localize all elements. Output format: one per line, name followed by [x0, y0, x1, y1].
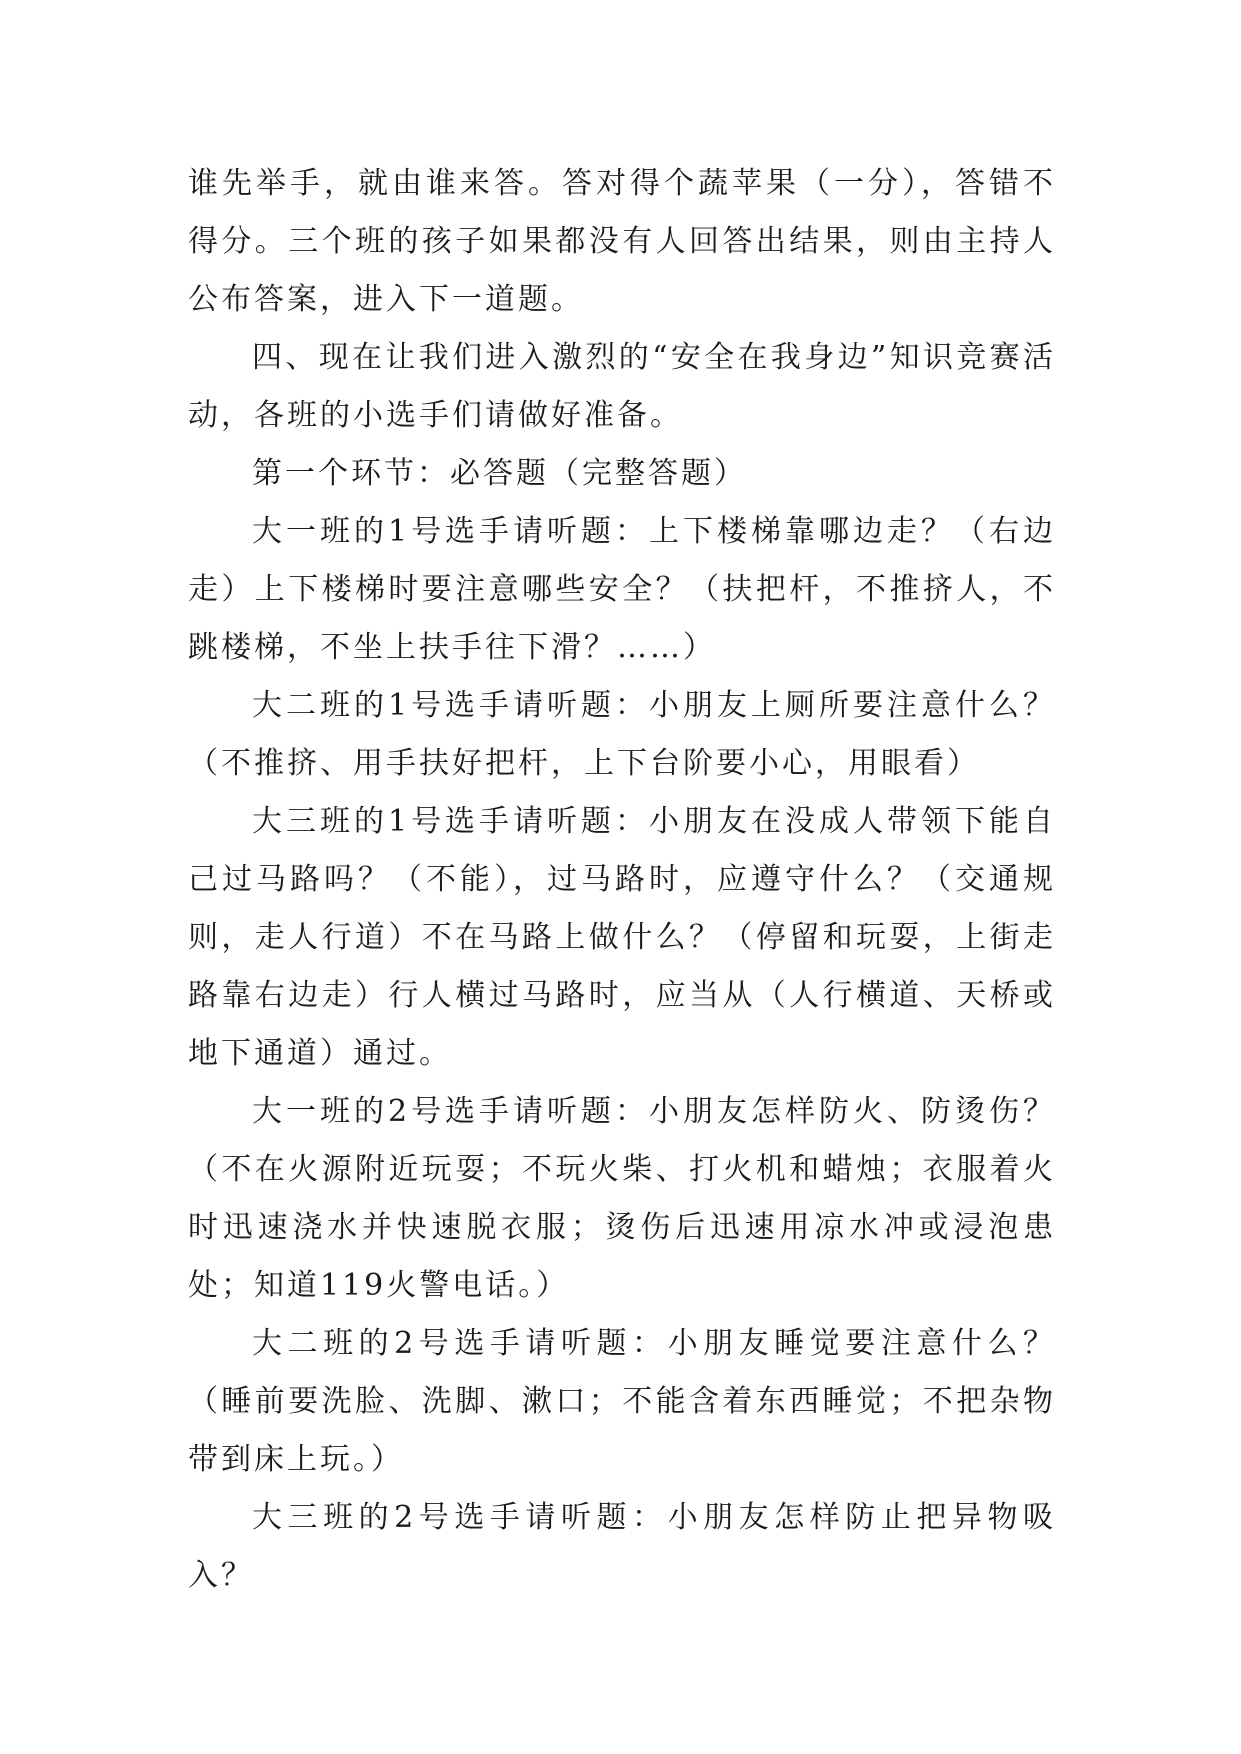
- paragraph-class3-q2: 大三班的2号选手请听题：小朋友怎样防止把异物吸入？: [188, 1500, 1056, 1593]
- paragraph-section-four: 四、现在让我们进入激烈的“安全在我身边”知识竞赛活动，各班的小选手们请做好准备。: [188, 340, 1056, 433]
- paragraph-class1-q1: 大一班的1号选手请听题：上下楼梯靠哪边走？（右边走）上下楼梯时要注意哪些安全？（扶把杆，不推挤人，不跳楼梯，不坐上扶手往下滑？……）: [188, 514, 1056, 665]
- paragraph-class2-q2: 大二班的2号选手请听题：小朋友睡觉要注意什么？（睡前要洗脸、洗脚、漱口；不能含着东西睡觉；不把杂物带到床上玩。）: [188, 1326, 1056, 1477]
- paragraph-class2-q1: 大二班的1号选手请听题：小朋友上厕所要注意什么？（不推挤、用手扶好把杆，上下台阶要小心，用眼看）: [188, 688, 1056, 781]
- paragraph-first-round-heading: 第一个环节：必答题（完整答题）: [252, 456, 747, 491]
- paragraph-class1-q2: 大一班的2号选手请听题：小朋友怎样防火、防烫伤？（不在火源附近玩耍；不玩火柴、打火机和蜡烛；衣服着火时迅速浇水并快速脱衣服；烫伤后迅速用凉水冲或浸泡患处；知道119火警电话。）: [188, 1094, 1056, 1303]
- document-body: [188, 155, 1056, 1605]
- paragraph-rules-continued: 谁先举手，就由谁来答。答对得个蔬苹果（一分），答错不得分。三个班的孩子如果都没有人回答出结果，则由主持人公布答案，进入下一道题。: [188, 166, 1056, 317]
- paragraph-class3-q1: 大三班的1号选手请听题：小朋友在没成人带领下能自己过马路吗？（不能），过马路时，应遵守什么？（交通规则，走人行道）不在马路上做什么？（停留和玩耍，上街走路靠右边走）行人横过马路时，应当从（人行横道、天桥或地下通道）通过。: [188, 804, 1056, 1071]
